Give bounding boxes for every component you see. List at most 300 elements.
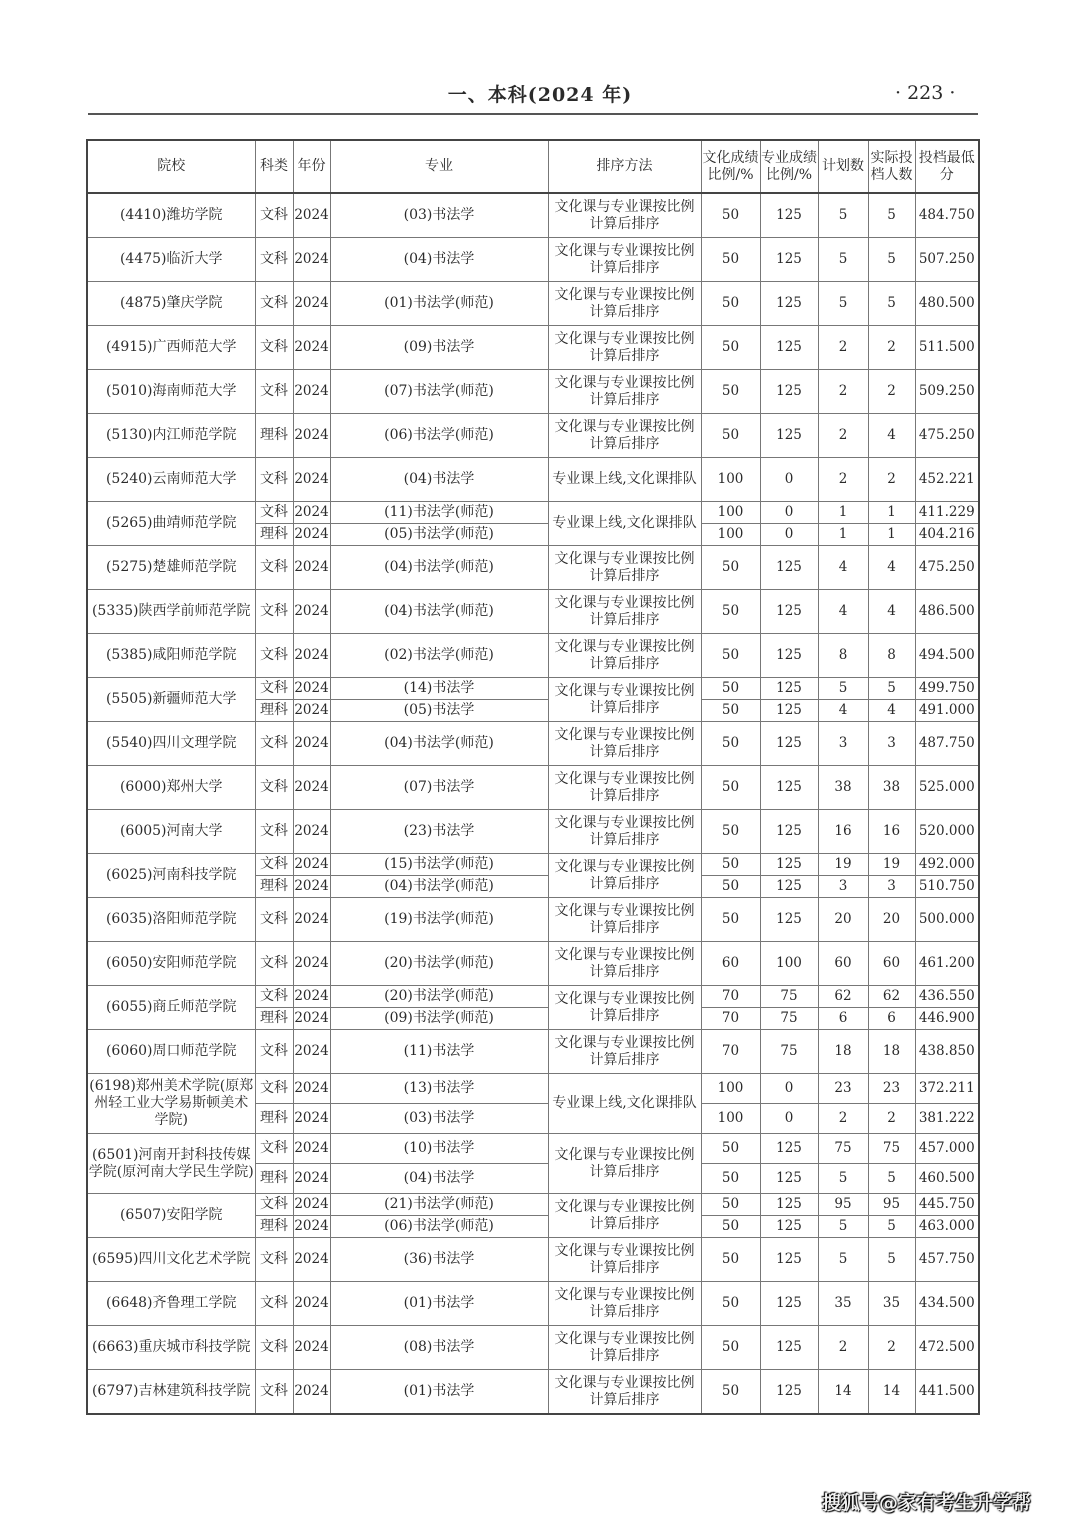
actual-count-cell: 2: [868, 458, 915, 502]
table-header-row: [87, 140, 979, 193]
professional-ratio-cell: 125: [760, 1326, 818, 1370]
year-cell: 2024: [293, 1030, 330, 1074]
plan-count-cell: 62: [818, 986, 868, 1008]
professional-ratio-cell: 75: [760, 1030, 818, 1074]
subject-cell: 文科: [255, 282, 293, 326]
table-row: [87, 282, 979, 326]
plan-count-cell: 5: [818, 193, 868, 238]
culture-ratio-cell: 50: [701, 766, 760, 810]
professional-ratio-cell: 75: [760, 1008, 818, 1030]
school-name: (5240)云南师范大学: [87, 458, 255, 502]
major-cell: (04)书法学(师范): [330, 722, 548, 766]
year-cell: 2024: [293, 678, 330, 700]
header-plan: 计划数: [818, 140, 868, 193]
culture-ratio-cell: 50: [701, 1164, 760, 1194]
header-year: 年份: [293, 140, 330, 193]
major-cell: (19)书法学(师范): [330, 898, 548, 942]
subject-cell: 文科: [255, 986, 293, 1008]
plan-count-cell: 2: [818, 1104, 868, 1134]
table-row: [87, 1326, 979, 1370]
professional-ratio-cell: 125: [760, 238, 818, 282]
major-cell: (05)书法学(师范): [330, 524, 548, 546]
plan-count-cell: 20: [818, 898, 868, 942]
year-cell: 2024: [293, 590, 330, 634]
plan-count-cell: 3: [818, 876, 868, 898]
year-cell: 2024: [293, 766, 330, 810]
year-cell: 2024: [293, 1194, 330, 1216]
subject-cell: 理科: [255, 1104, 293, 1134]
school-name: (4915)广西师范大学: [87, 326, 255, 370]
actual-count-cell: 4: [868, 414, 915, 458]
year-cell: 2024: [293, 238, 330, 282]
major-cell: (04)书法学(师范): [330, 876, 548, 898]
subject-cell: 文科: [255, 1282, 293, 1326]
table-row: [87, 1074, 979, 1104]
professional-ratio-cell: 125: [760, 810, 818, 854]
culture-ratio-cell: 50: [701, 898, 760, 942]
min-score-cell: 507.250: [915, 238, 979, 282]
min-score-cell: 500.000: [915, 898, 979, 942]
culture-ratio-cell: 50: [701, 876, 760, 898]
actual-count-cell: 2: [868, 1104, 915, 1134]
subject-cell: 文科: [255, 766, 293, 810]
table-row: [87, 1370, 979, 1415]
actual-count-cell: 5: [868, 1238, 915, 1282]
table-row: [87, 238, 979, 282]
subject-cell: 文科: [255, 1194, 293, 1216]
subject-cell: 理科: [255, 1216, 293, 1238]
subject-cell: 理科: [255, 414, 293, 458]
major-cell: (20)书法学(师范): [330, 986, 548, 1008]
school-name: (4410)潍坊学院: [87, 193, 255, 238]
sort-method-cell: 文化课与专业课按比例计算后排序: [548, 986, 701, 1030]
min-score-cell: 492.000: [915, 854, 979, 876]
min-score-cell: 499.750: [915, 678, 979, 700]
actual-count-cell: 18: [868, 1030, 915, 1074]
culture-ratio-cell: 70: [701, 1030, 760, 1074]
year-cell: 2024: [293, 414, 330, 458]
min-score-cell: 520.000: [915, 810, 979, 854]
plan-count-cell: 1: [818, 524, 868, 546]
min-score-cell: 457.000: [915, 1134, 979, 1164]
subject-cell: 文科: [255, 370, 293, 414]
school-name: (6198)郑州美术学院(原郑州轻工业大学易斯顿美术学院): [87, 1074, 255, 1134]
table-row: [87, 546, 979, 590]
culture-ratio-cell: 50: [701, 414, 760, 458]
plan-count-cell: 2: [818, 458, 868, 502]
year-cell: 2024: [293, 370, 330, 414]
page-number: · 223 ·: [895, 82, 956, 104]
major-cell: (07)书法学: [330, 766, 548, 810]
min-score-cell: 411.229: [915, 502, 979, 524]
actual-count-cell: 75: [868, 1134, 915, 1164]
year-cell: 2024: [293, 1104, 330, 1134]
major-cell: (15)书法学(师范): [330, 854, 548, 876]
professional-ratio-cell: 125: [760, 1134, 818, 1164]
year-cell: 2024: [293, 876, 330, 898]
culture-ratio-cell: 70: [701, 986, 760, 1008]
subject-cell: 理科: [255, 876, 293, 898]
actual-count-cell: 3: [868, 722, 915, 766]
sort-method-cell: 文化课与专业课按比例计算后排序: [548, 1030, 701, 1074]
school-name: (6663)重庆城市科技学院: [87, 1326, 255, 1370]
plan-count-cell: 19: [818, 854, 868, 876]
subject-cell: 理科: [255, 1164, 293, 1194]
school-name: (6035)洛阳师范学院: [87, 898, 255, 942]
actual-count-cell: 16: [868, 810, 915, 854]
major-cell: (04)书法学: [330, 1164, 548, 1194]
year-cell: 2024: [293, 282, 330, 326]
min-score-cell: 509.250: [915, 370, 979, 414]
sort-method-cell: 文化课与专业课按比例计算后排序: [548, 1194, 701, 1238]
table-row: [87, 986, 979, 1008]
plan-count-cell: 38: [818, 766, 868, 810]
sort-method-cell: 文化课与专业课按比例计算后排序: [548, 634, 701, 678]
school-name: (5505)新疆师范大学: [87, 678, 255, 722]
table-row: [87, 458, 979, 502]
subject-cell: 文科: [255, 1134, 293, 1164]
professional-ratio-cell: 125: [760, 1194, 818, 1216]
table-body: [87, 193, 979, 1414]
professional-ratio-cell: 125: [760, 590, 818, 634]
year-cell: 2024: [293, 1282, 330, 1326]
table-row: [87, 634, 979, 678]
plan-count-cell: 5: [818, 1164, 868, 1194]
major-cell: (03)书法学: [330, 1104, 548, 1134]
plan-count-cell: 2: [818, 1326, 868, 1370]
subject-cell: 文科: [255, 634, 293, 678]
major-cell: (05)书法学: [330, 700, 548, 722]
sort-method-cell: 文化课与专业课按比例计算后排序: [548, 1238, 701, 1282]
table-row: [87, 1134, 979, 1164]
culture-ratio-cell: 50: [701, 1326, 760, 1370]
major-cell: (13)书法学: [330, 1074, 548, 1104]
major-cell: (11)书法学: [330, 1030, 548, 1074]
school-name: (6050)安阳师范学院: [87, 942, 255, 986]
actual-count-cell: 38: [868, 766, 915, 810]
subject-cell: 文科: [255, 810, 293, 854]
sort-method-cell: 文化课与专业课按比例计算后排序: [548, 326, 701, 370]
major-cell: (01)书法学: [330, 1282, 548, 1326]
plan-count-cell: 3: [818, 722, 868, 766]
culture-ratio-cell: 50: [701, 722, 760, 766]
min-score-cell: 480.500: [915, 282, 979, 326]
subject-cell: 文科: [255, 854, 293, 876]
plan-count-cell: 4: [818, 590, 868, 634]
sort-method-cell: 文化课与专业课按比例计算后排序: [548, 1134, 701, 1194]
subject-cell: 文科: [255, 326, 293, 370]
culture-ratio-cell: 100: [701, 1104, 760, 1134]
subject-cell: 理科: [255, 524, 293, 546]
actual-count-cell: 20: [868, 898, 915, 942]
culture-ratio-cell: 50: [701, 1216, 760, 1238]
culture-ratio-cell: 50: [701, 854, 760, 876]
professional-ratio-cell: 0: [760, 458, 818, 502]
table-row: [87, 1194, 979, 1216]
school-name: (5335)陕西学前师范学院: [87, 590, 255, 634]
major-cell: (06)书法学(师范): [330, 414, 548, 458]
actual-count-cell: 5: [868, 678, 915, 700]
major-cell: (04)书法学: [330, 458, 548, 502]
major-cell: (23)书法学: [330, 810, 548, 854]
min-score-cell: 525.000: [915, 766, 979, 810]
school-name: (6025)河南科技学院: [87, 854, 255, 898]
plan-count-cell: 14: [818, 1370, 868, 1415]
header-actual: 实际投档人数: [868, 140, 915, 193]
year-cell: 2024: [293, 1326, 330, 1370]
subject-cell: 文科: [255, 546, 293, 590]
year-cell: 2024: [293, 1370, 330, 1415]
professional-ratio-cell: 100: [760, 942, 818, 986]
year-cell: 2024: [293, 722, 330, 766]
major-cell: (11)书法学(师范): [330, 502, 548, 524]
plan-count-cell: 2: [818, 370, 868, 414]
culture-ratio-cell: 50: [701, 326, 760, 370]
year-cell: 2024: [293, 524, 330, 546]
sort-method-cell: 文化课与专业课按比例计算后排序: [548, 942, 701, 986]
major-cell: (36)书法学: [330, 1238, 548, 1282]
actual-count-cell: 60: [868, 942, 915, 986]
subject-cell: 文科: [255, 898, 293, 942]
school-name: (6055)商丘师范学院: [87, 986, 255, 1030]
min-score-cell: 475.250: [915, 546, 979, 590]
page-header-title: 一、本科(2024 年): [447, 84, 633, 106]
sort-method-cell: 文化课与专业课按比例计算后排序: [548, 1370, 701, 1415]
professional-ratio-cell: 0: [760, 1074, 818, 1104]
header-method: 排序方法: [548, 140, 701, 193]
year-cell: 2024: [293, 502, 330, 524]
actual-count-cell: 19: [868, 854, 915, 876]
professional-ratio-cell: 125: [760, 282, 818, 326]
actual-count-cell: 2: [868, 370, 915, 414]
professional-ratio-cell: 125: [760, 193, 818, 238]
min-score-cell: 404.216: [915, 524, 979, 546]
year-cell: 2024: [293, 458, 330, 502]
school-name: (6005)河南大学: [87, 810, 255, 854]
professional-ratio-cell: 125: [760, 766, 818, 810]
school-name: (6060)周口师范学院: [87, 1030, 255, 1074]
actual-count-cell: 3: [868, 876, 915, 898]
school-name: (5010)海南师范大学: [87, 370, 255, 414]
subject-cell: 理科: [255, 1008, 293, 1030]
actual-count-cell: 5: [868, 1216, 915, 1238]
year-cell: 2024: [293, 1074, 330, 1104]
school-name: (6595)四川文化艺术学院: [87, 1238, 255, 1282]
plan-count-cell: 6: [818, 1008, 868, 1030]
professional-ratio-cell: 125: [760, 1216, 818, 1238]
professional-ratio-cell: 125: [760, 678, 818, 700]
subject-cell: 文科: [255, 1074, 293, 1104]
actual-count-cell: 2: [868, 1326, 915, 1370]
min-score-cell: 446.900: [915, 1008, 979, 1030]
subject-cell: 文科: [255, 238, 293, 282]
school-name: (6797)吉林建筑科技学院: [87, 1370, 255, 1415]
school-name: (5130)内江师范学院: [87, 414, 255, 458]
school-name: (5275)楚雄师范学院: [87, 546, 255, 590]
subject-cell: 文科: [255, 942, 293, 986]
min-score-cell: 441.500: [915, 1370, 979, 1415]
major-cell: (02)书法学(师范): [330, 634, 548, 678]
table-row: [87, 1030, 979, 1074]
actual-count-cell: 14: [868, 1370, 915, 1415]
min-score-cell: 463.000: [915, 1216, 979, 1238]
culture-ratio-cell: 50: [701, 1282, 760, 1326]
professional-ratio-cell: 75: [760, 986, 818, 1008]
header-min-score: 投档最低分: [915, 140, 979, 193]
plan-count-cell: 35: [818, 1282, 868, 1326]
plan-count-cell: 60: [818, 942, 868, 986]
min-score-cell: 461.200: [915, 942, 979, 986]
plan-count-cell: 18: [818, 1030, 868, 1074]
school-name: (4475)临沂大学: [87, 238, 255, 282]
sort-method-cell: 文化课与专业课按比例计算后排序: [548, 238, 701, 282]
sort-method-cell: 文化课与专业课按比例计算后排序: [548, 766, 701, 810]
actual-count-cell: 2: [868, 326, 915, 370]
school-name: (4875)肇庆学院: [87, 282, 255, 326]
plan-count-cell: 2: [818, 326, 868, 370]
subject-cell: 文科: [255, 590, 293, 634]
sort-method-cell: 专业课上线,文化课排队: [548, 458, 701, 502]
culture-ratio-cell: 50: [701, 590, 760, 634]
min-score-cell: 460.500: [915, 1164, 979, 1194]
table-row: [87, 854, 979, 876]
professional-ratio-cell: 125: [760, 1238, 818, 1282]
header-divider: [88, 113, 978, 115]
major-cell: (01)书法学(师范): [330, 282, 548, 326]
actual-count-cell: 5: [868, 238, 915, 282]
culture-ratio-cell: 100: [701, 458, 760, 502]
table-row: [87, 370, 979, 414]
year-cell: 2024: [293, 1164, 330, 1194]
major-cell: (21)书法学(师范): [330, 1194, 548, 1216]
culture-ratio-cell: 50: [701, 546, 760, 590]
table-row: [87, 766, 979, 810]
culture-ratio-cell: 50: [701, 1238, 760, 1282]
major-cell: (09)书法学(师范): [330, 1008, 548, 1030]
major-cell: (07)书法学(师范): [330, 370, 548, 414]
professional-ratio-cell: 0: [760, 502, 818, 524]
culture-ratio-cell: 50: [701, 370, 760, 414]
year-cell: 2024: [293, 1008, 330, 1030]
min-score-cell: 434.500: [915, 1282, 979, 1326]
min-score-cell: 436.550: [915, 986, 979, 1008]
admission-score-table: [86, 139, 980, 1415]
actual-count-cell: 4: [868, 590, 915, 634]
subject-cell: 文科: [255, 193, 293, 238]
sort-method-cell: 文化课与专业课按比例计算后排序: [548, 193, 701, 238]
actual-count-cell: 1: [868, 502, 915, 524]
culture-ratio-cell: 50: [701, 282, 760, 326]
subject-cell: 文科: [255, 1238, 293, 1282]
plan-count-cell: 5: [818, 238, 868, 282]
culture-ratio-cell: 100: [701, 1074, 760, 1104]
table-row: [87, 898, 979, 942]
subject-cell: 文科: [255, 1326, 293, 1370]
subject-cell: 文科: [255, 1030, 293, 1074]
year-cell: 2024: [293, 193, 330, 238]
professional-ratio-cell: 125: [760, 700, 818, 722]
table-row: [87, 942, 979, 986]
professional-ratio-cell: 125: [760, 898, 818, 942]
min-score-cell: 381.222: [915, 1104, 979, 1134]
year-cell: 2024: [293, 700, 330, 722]
header-school: 院校: [87, 140, 255, 193]
min-score-cell: 511.500: [915, 326, 979, 370]
sort-method-cell: 文化课与专业课按比例计算后排序: [548, 590, 701, 634]
actual-count-cell: 4: [868, 546, 915, 590]
table-row: [87, 722, 979, 766]
school-name: (6507)安阳学院: [87, 1194, 255, 1238]
culture-ratio-cell: 50: [701, 810, 760, 854]
sort-method-cell: 文化课与专业课按比例计算后排序: [548, 370, 701, 414]
culture-ratio-cell: 50: [701, 700, 760, 722]
year-cell: 2024: [293, 854, 330, 876]
year-cell: 2024: [293, 326, 330, 370]
actual-count-cell: 35: [868, 1282, 915, 1326]
major-cell: (09)书法学: [330, 326, 548, 370]
year-cell: 2024: [293, 942, 330, 986]
table-row: [87, 502, 979, 524]
major-cell: (04)书法学(师范): [330, 546, 548, 590]
school-name: (5265)曲靖师范学院: [87, 502, 255, 546]
sort-method-cell: 文化课与专业课按比例计算后排序: [548, 546, 701, 590]
sort-method-cell: 文化课与专业课按比例计算后排序: [548, 854, 701, 898]
sort-method-cell: 文化课与专业课按比例计算后排序: [548, 678, 701, 722]
header-subject: 科类: [255, 140, 293, 193]
culture-ratio-cell: 50: [701, 193, 760, 238]
min-score-cell: 438.850: [915, 1030, 979, 1074]
major-cell: (10)书法学: [330, 1134, 548, 1164]
year-cell: 2024: [293, 986, 330, 1008]
sort-method-cell: 文化课与专业课按比例计算后排序: [548, 1326, 701, 1370]
professional-ratio-cell: 125: [760, 634, 818, 678]
plan-count-cell: 8: [818, 634, 868, 678]
min-score-cell: 487.750: [915, 722, 979, 766]
min-score-cell: 452.221: [915, 458, 979, 502]
actual-count-cell: 95: [868, 1194, 915, 1216]
plan-count-cell: 2: [818, 414, 868, 458]
year-cell: 2024: [293, 810, 330, 854]
culture-ratio-cell: 70: [701, 1008, 760, 1030]
professional-ratio-cell: 125: [760, 876, 818, 898]
plan-count-cell: 16: [818, 810, 868, 854]
professional-ratio-cell: 125: [760, 1282, 818, 1326]
min-score-cell: 445.750: [915, 1194, 979, 1216]
plan-count-cell: 5: [818, 282, 868, 326]
year-cell: 2024: [293, 634, 330, 678]
min-score-cell: 472.500: [915, 1326, 979, 1370]
year-cell: 2024: [293, 1216, 330, 1238]
year-cell: 2024: [293, 1238, 330, 1282]
plan-count-cell: 95: [818, 1194, 868, 1216]
school-name: (5540)四川文理学院: [87, 722, 255, 766]
professional-ratio-cell: 0: [760, 1104, 818, 1134]
major-cell: (04)书法学(师范): [330, 590, 548, 634]
table-row: [87, 193, 979, 238]
school-name: (5385)咸阳师范学院: [87, 634, 255, 678]
professional-ratio-cell: 125: [760, 370, 818, 414]
culture-ratio-cell: 50: [701, 1134, 760, 1164]
subject-cell: 文科: [255, 502, 293, 524]
plan-count-cell: 23: [818, 1074, 868, 1104]
plan-count-cell: 5: [818, 1238, 868, 1282]
sort-method-cell: 专业课上线,文化课排队: [548, 502, 701, 546]
culture-ratio-cell: 50: [701, 634, 760, 678]
sort-method-cell: 文化课与专业课按比例计算后排序: [548, 898, 701, 942]
plan-count-cell: 5: [818, 1216, 868, 1238]
school-name: (6501)河南开封科技传媒学院(原河南大学民生学院): [87, 1134, 255, 1194]
plan-count-cell: 4: [818, 700, 868, 722]
